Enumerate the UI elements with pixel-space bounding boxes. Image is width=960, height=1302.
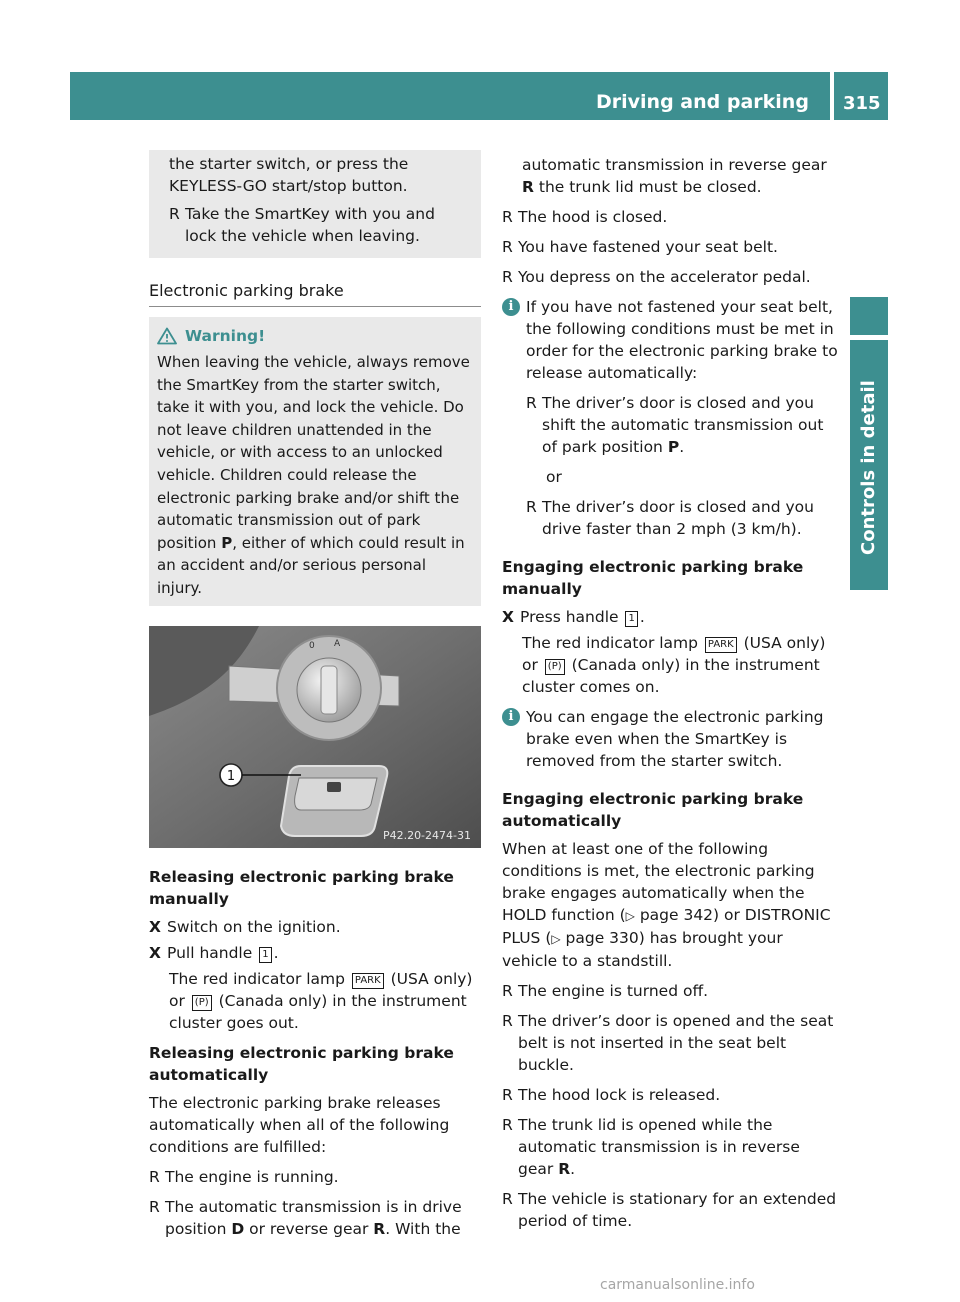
step-text: Press handle 1 . [520, 608, 645, 626]
list-item-text: The hood is closed. [518, 208, 668, 226]
page-number: 315 [843, 93, 881, 114]
warning-triangle-icon [157, 327, 177, 345]
step-text: Switch on the ignition. [167, 917, 341, 936]
step-result: The red indicator lamp PARK (USA only) or (P) (Canada only) in the instrument cluster comes on. [522, 634, 826, 696]
info-note [502, 296, 838, 548]
list-item [502, 1188, 838, 1232]
list-item-text: Take the SmartKey with you and lock the vehicle when leaving. [185, 205, 435, 245]
left-column [149, 150, 481, 1248]
figure-code: P42.20-2474-31 [382, 828, 471, 842]
list-item-text: You have fastened your seat belt. [518, 238, 778, 256]
list-item-text: The driver’s door is closed and you shift the automatic transmission out of park position P. [542, 394, 824, 456]
carry-line: automatic transmission in reverse gear R the trunk lid must be closed. [522, 156, 827, 196]
step-item [149, 916, 481, 938]
list-item-text: The driver’s door is closed and you drive faster than 2 mph (3 km/h). [542, 498, 814, 538]
list-item-text: The vehicle is stationary for an extended period of time. [518, 1190, 837, 1230]
list-item [169, 203, 469, 247]
bullet-mark: R [502, 208, 513, 226]
step-text: Pull handle 1 . [167, 943, 279, 962]
carry-line: the starter switch, or press the KEYLESS-GO start/stop button. [169, 155, 409, 195]
parking-brake-figure [149, 626, 481, 848]
warning-box [149, 317, 481, 606]
step-mark: X [502, 608, 514, 626]
paragraph: When at least one of the following conditions is met, the electronic parking brake engages automatically when the HOLD function (▷ page 342) or DISTRONIC PLUS (▷ page 330) has brought your vehicle to a standstill. [502, 840, 831, 970]
watermark: carmanualsonline.info [600, 1277, 755, 1293]
step-item [502, 606, 838, 628]
list-item-text: You depress on the accelerator pedal. [518, 268, 811, 286]
bullet-mark: R [169, 205, 180, 223]
warning-text: When leaving the vehicle, always remove the SmartKey from the starter switch, take it with you, and lock the vehicle. Do not leave children unattended in the vehicle, or with access to an unlocked vehicle. Children could release the electronic parking brake and/or shift the automatic transmission out of park position P, either of which could result in an accident and/or serious personal injury. [157, 353, 470, 597]
info-text: You can engage the electronic parking brake even when the SmartKey is removed from the starter switch. [526, 708, 824, 770]
list-item-text: The hood lock is released. [518, 1086, 721, 1104]
dashboard-illustration [149, 626, 481, 848]
step-result: The red indicator lamp PARK (USA only) or (P) (Canada only) in the instrument cluster goes out. [169, 969, 473, 1032]
bullet-mark: R [502, 1086, 513, 1104]
page-ref-arrow-icon: ▷ [625, 909, 635, 923]
carry-over-box [149, 150, 481, 258]
right-column [502, 154, 838, 1240]
park-lamp-icon: PARK [705, 637, 737, 653]
warning-title: Warning! [185, 327, 266, 345]
list-item [502, 1084, 838, 1106]
figure-callout: 1 [226, 768, 236, 784]
list-item-text: The engine is turned off. [518, 982, 709, 1000]
list-item-text: The automatic transmission is in drive position D or reverse gear R. With the [165, 1197, 462, 1238]
list-item [526, 392, 838, 458]
svg-text:0: 0 [309, 640, 315, 651]
bullet-mark: R [502, 1190, 513, 1208]
svg-text:A: A [334, 638, 341, 649]
list-item-text: The engine is running. [165, 1167, 339, 1186]
side-marker [850, 297, 888, 335]
list-item [502, 1010, 838, 1076]
list-item [149, 1166, 481, 1188]
side-tab-label: Controls in detail [858, 380, 879, 556]
list-item [502, 980, 838, 1002]
bullet-mark: R [502, 238, 513, 256]
list-item [502, 266, 838, 288]
info-text: If you have not fastened your seat belt, the following conditions must be met in order for the electronic parking brake to release automatically: [526, 298, 838, 382]
section-title: Electronic parking brake [149, 280, 481, 307]
bullet-mark: R [526, 394, 537, 412]
bullet-mark: R [502, 982, 513, 1000]
list-item [502, 206, 838, 228]
step-item [149, 942, 481, 964]
bullet-mark: R [149, 1167, 160, 1186]
list-item-text: The driver’s door is opened and the seat belt is not inserted in the seat belt buckle. [518, 1012, 834, 1074]
page-ref-arrow-icon: ▷ [551, 932, 561, 946]
bullet-mark: R [526, 498, 537, 516]
list-item-text: The trunk lid is opened while the automatic transmission is in reverse gear R. [518, 1116, 800, 1178]
park-lamp-icon: PARK [352, 973, 384, 989]
list-item [526, 496, 838, 540]
subsection-heading: Engaging electronic parking brake manually [502, 558, 804, 598]
warning-header [157, 325, 473, 347]
canada-brake-lamp-icon: (P) [192, 995, 212, 1011]
canada-brake-lamp-icon: (P) [545, 659, 565, 675]
info-note [502, 706, 838, 780]
or-text: or [546, 468, 562, 486]
info-icon: i [502, 298, 520, 316]
step-mark: X [149, 943, 161, 962]
step-mark: X [149, 917, 161, 936]
bullet-mark: R [502, 268, 513, 286]
paragraph: The electronic parking brake releases automatically when all of the following conditions are fulfilled: [149, 1093, 450, 1156]
subsection-heading: Releasing electronic parking brake automatically [149, 1043, 454, 1084]
subsection-heading: Engaging electronic parking brake automatically [502, 790, 804, 830]
list-item [502, 1114, 838, 1180]
header-title: Driving and parking [596, 91, 809, 113]
bullet-mark: R [502, 1012, 513, 1030]
list-item [502, 236, 838, 258]
callout-1-icon: 1 [259, 947, 271, 963]
callout-1-icon: 1 [625, 611, 637, 627]
bullet-mark: R [149, 1197, 160, 1216]
info-icon: i [502, 708, 520, 726]
subsection-heading: Releasing electronic parking brake manually [149, 867, 454, 908]
bullet-mark: R [502, 1116, 513, 1134]
list-item [149, 1196, 481, 1240]
